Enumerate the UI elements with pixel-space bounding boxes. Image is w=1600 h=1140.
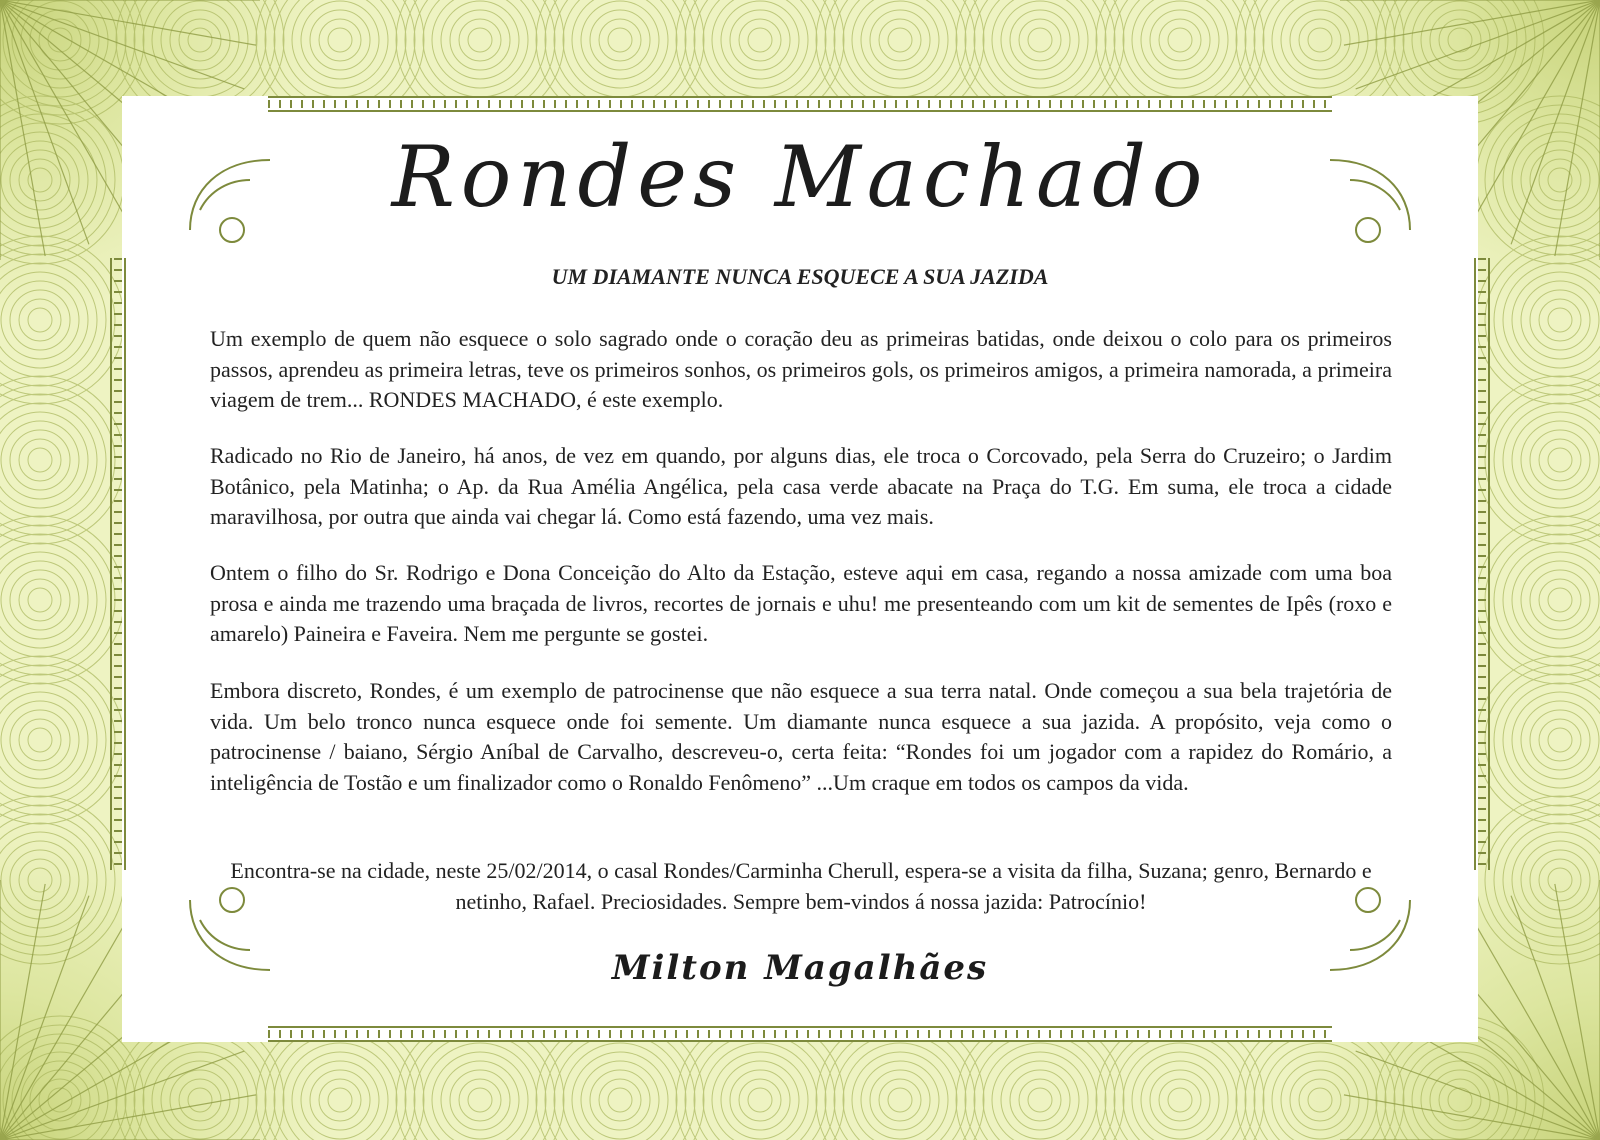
- border-top: [268, 100, 1332, 108]
- border-right-line-2: [1488, 258, 1490, 870]
- border-left-line-2: [124, 258, 126, 870]
- border-bottom-line-2: [268, 1040, 1332, 1042]
- document-subtitle: UM DIAMANTE NUNCA ESQUECE A SUA JAZIDA: [551, 264, 1049, 289]
- border-left: [114, 258, 122, 870]
- border-right: [1478, 258, 1486, 870]
- paragraph-5: Encontra-se na cidade, neste 25/02/2014, o casal Rondes/Carminha Cherull, espera-se a visita da filha, Suzana; genro, Bernardo e netinho, Rafael. Preciosidades. Sempre bem-vindos á nossa jazida: Patrocínio!: [230, 858, 1372, 914]
- border-left-line: [110, 258, 112, 870]
- paragraph-4: Embora discreto, Rondes, é um exemplo de patrocinense que não esquece a sua terra natal. Onde começou a sua bela trajetória de vida. Um belo tronco nunca esquece onde foi semente. Um diamante nunca esquece a sua jazida. A propósito, veja como o patrocinense / baiano, Sérgio Aníbal de Carvalho, descreveu-o, certa feita: “Rondes foi um jogador com a rapidez do Romário, a inteligência de Tostão e um finalizador como o Ronaldo Fenômeno” ...Um craque em todos os campos da vida.: [210, 678, 1392, 795]
- paragraph-1: Um exemplo de quem não esquece o solo sagrado onde o coração deu as primeiras batidas, onde deixou o colo para os primeiros passos, aprendeu as primeira letras, teve os primeiros sonhos, os primeiros gols, os primeiros amigos, a primeira namorada, a primeira viagem de trem... RONDES MACHADO, é este exemplo.: [210, 326, 1392, 412]
- border-top-line-2: [268, 110, 1332, 112]
- border-bottom: [268, 1030, 1332, 1038]
- border-right-line: [1474, 258, 1476, 870]
- border-top-line: [268, 96, 1332, 98]
- paragraph-3: Ontem o filho do Sr. Rodrigo e Dona Conceição do Alto da Estação, esteve aqui em casa, regando a nossa amizade com uma boa prosa e ainda me trazendo uma braçada de livros, recortes de jornais e uhu! me presenteando com um kit de sementes de Ipês (roxo e amarelo) Paineira e Faveira. Nem me pergunte se gostei.: [210, 560, 1392, 646]
- signature: Milton Magalhães: [611, 948, 989, 988]
- paragraph-2: Radicado no Rio de Janeiro, há anos, de vez em quando, por alguns dias, ele troca o Corcovado, pela Serra do Cruzeiro; o Jardim Botânico, pela Matinha; o Ap. da Rua Amélia Angélica, pela casa verde abacate na Praça do T.G. Em suma, ele troca a cidade maravilhosa, por outra que ainda vai chegar lá. Como está fazendo, uma vez mais.: [210, 443, 1392, 529]
- border-bottom-line: [268, 1026, 1332, 1028]
- document-title: Rondes Machado: [391, 128, 1209, 226]
